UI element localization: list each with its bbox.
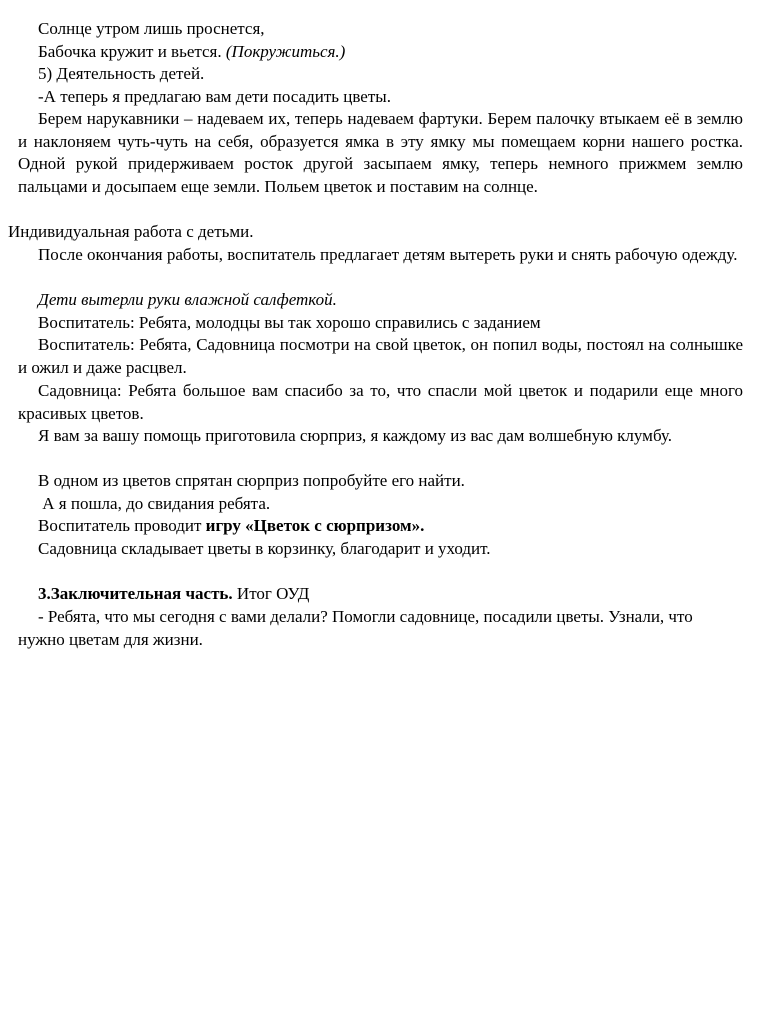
dialogue-line: В одном из цветов спрятан сюрприз попробуйте его найти.	[38, 471, 465, 490]
section-heading-activity: 5) Деятельность детей.	[38, 64, 205, 83]
dialogue-line: А я пошла, до свидания ребята.	[38, 494, 271, 513]
stage-direction: (Покружиться.)	[225, 42, 346, 61]
section-heading-final: 3.Заключительная часть. Итог ОУД	[38, 584, 310, 603]
poem-line-2: Бабочка кружит и вьется. (Покружиться.)	[38, 42, 346, 61]
section-heading-individual-work: Индивидуальная работа с детьми.	[8, 222, 254, 241]
dialogue-line: Воспитатель: Ребята, Садовница посмотри на свой цветок, он попил воды, постоял на солнышке и ожил и даже расцвел.	[18, 335, 743, 377]
dialogue-line: Я вам за вашу помощь приготовила сюрприз, я каждому из вас дам волшебную клумбу.	[38, 426, 672, 445]
italic-note: Дети вытерли руки влажной салфеткой.	[38, 290, 337, 309]
paragraph: Садовница складывает цветы в корзинку, благодарит и уходит.	[38, 539, 491, 558]
paragraph: -А теперь я предлагаю вам дети посадить цветы.	[38, 87, 391, 106]
dialogue-line: Воспитатель: Ребята, молодцы вы так хорошо справились с заданием	[38, 313, 541, 332]
paragraph: После окончания работы, воспитатель предлагает детям вытереть руки и снять рабочую одежду.	[38, 245, 738, 264]
poem-line-1: Солнце утром лишь проснется,	[38, 19, 265, 38]
paragraph-game: Воспитатель проводит игру «Цветок с сюрпризом».	[38, 516, 425, 535]
dialogue-line: Садовница: Ребята большое вам спасибо за то, что спасли мой цветок и подарили еще много красивых цветов.	[18, 381, 743, 423]
game-title: игру «Цветок с сюрпризом».	[205, 516, 425, 535]
paragraph-summary: - Ребята, что мы сегодня с вами делали? Помогли садовнице, посадили цветы. Узнали, что нужно цветам для жизни.	[18, 607, 693, 649]
paragraph-planting-instructions: Берем нарукавники – надеваем их, теперь надеваем фартуки. Берем палочку втыкаем её в землю и наклоняем чуть-чуть на себя, образуется ямка в эту ямку мы помещаем корни нашего ростка. Одной рукой придерживаем росток другой засыпаем ямку, теперь немного прижмем землю пальцами и досыпаем еще земли. Польем цветок и поставим на солнце.	[18, 109, 743, 196]
